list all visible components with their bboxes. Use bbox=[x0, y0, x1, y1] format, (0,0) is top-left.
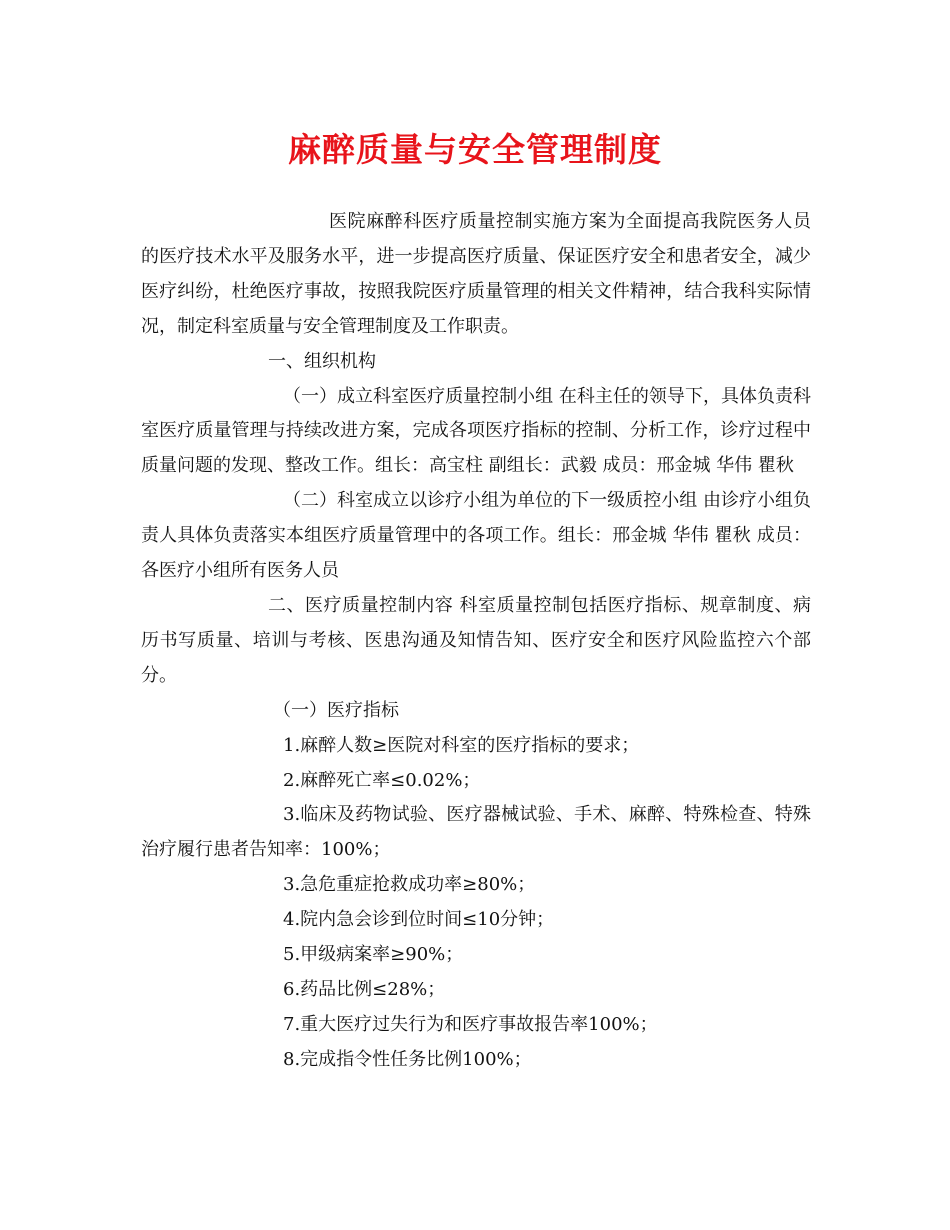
section-heading-qc-content: 二、医疗质量控制内容 科室质量控制包括医疗指标、规章制度、病历书写质量、培训与考核、医患沟通及知情告知、医疗安全和医疗风险监控六个部分。 bbox=[141, 594, 811, 686]
document-title: 麻醉质量与安全管理制度 bbox=[288, 130, 662, 169]
indicator-item: 3.急危重症抢救成功率≥80%； bbox=[283, 874, 536, 896]
indicator-item: 6.药品比例≤28%； bbox=[283, 978, 446, 1000]
indicator-item: 3.临床及药物试验、医疗器械试验、手术、麻醉、特殊检查、特殊治疗履行患者告知率：100%； bbox=[141, 804, 811, 861]
subsection-heading-indicators: （一）医疗指标 bbox=[273, 699, 399, 721]
indicator-item: 7.重大医疗过失行为和医疗事故报告率100%； bbox=[283, 1013, 658, 1035]
document-body bbox=[141, 205, 811, 1078]
section-heading-organization: 一、组织机构 bbox=[268, 350, 376, 372]
indicator-item: 8.完成指令性任务比例100%； bbox=[283, 1048, 532, 1070]
indicator-item: 2.麻醉死亡率≤0.02%； bbox=[283, 769, 481, 791]
indicator-item: 4.院内急会诊到位时间≤10分钟； bbox=[283, 909, 555, 931]
intro-paragraph: 医院麻醉科医疗质量控制实施方案为全面提高我院医务人员的医疗技术水平及服务水平，进一步提高医疗质量、保证医疗安全和患者安全，减少医疗纠纷，杜绝医疗事故，按照我院医疗质量管理的相关文件精神，结合我科实际情况，制定科室质量与安全管理制度及工作职责。 bbox=[141, 211, 811, 337]
indicator-item: 5.甲级病案率≥90%； bbox=[283, 944, 464, 966]
paragraph-sub-qc-group: （二）科室成立以诊疗小组为单位的下一级质控小组 由诊疗小组负责人具体负责落实本组医疗质量管理中的各项工作。组长：邢金城 华伟 瞿秋 成员：各医疗小组所有医务人员 bbox=[141, 490, 811, 582]
paragraph-qc-group: （一）成立科室医疗质量控制小组 在科主任的领导下，具体负责科室医疗质量管理与持续改进方案，完成各项医疗指标的控制、分析工作，诊疗过程中质量问题的发现、整改工作。组长：高宝柱 副组长：武毅 成员：邢金城 华伟 瞿秋 bbox=[141, 385, 811, 477]
indicator-item: 1.麻醉人数≥医院对科室的医疗指标的要求； bbox=[283, 734, 640, 756]
